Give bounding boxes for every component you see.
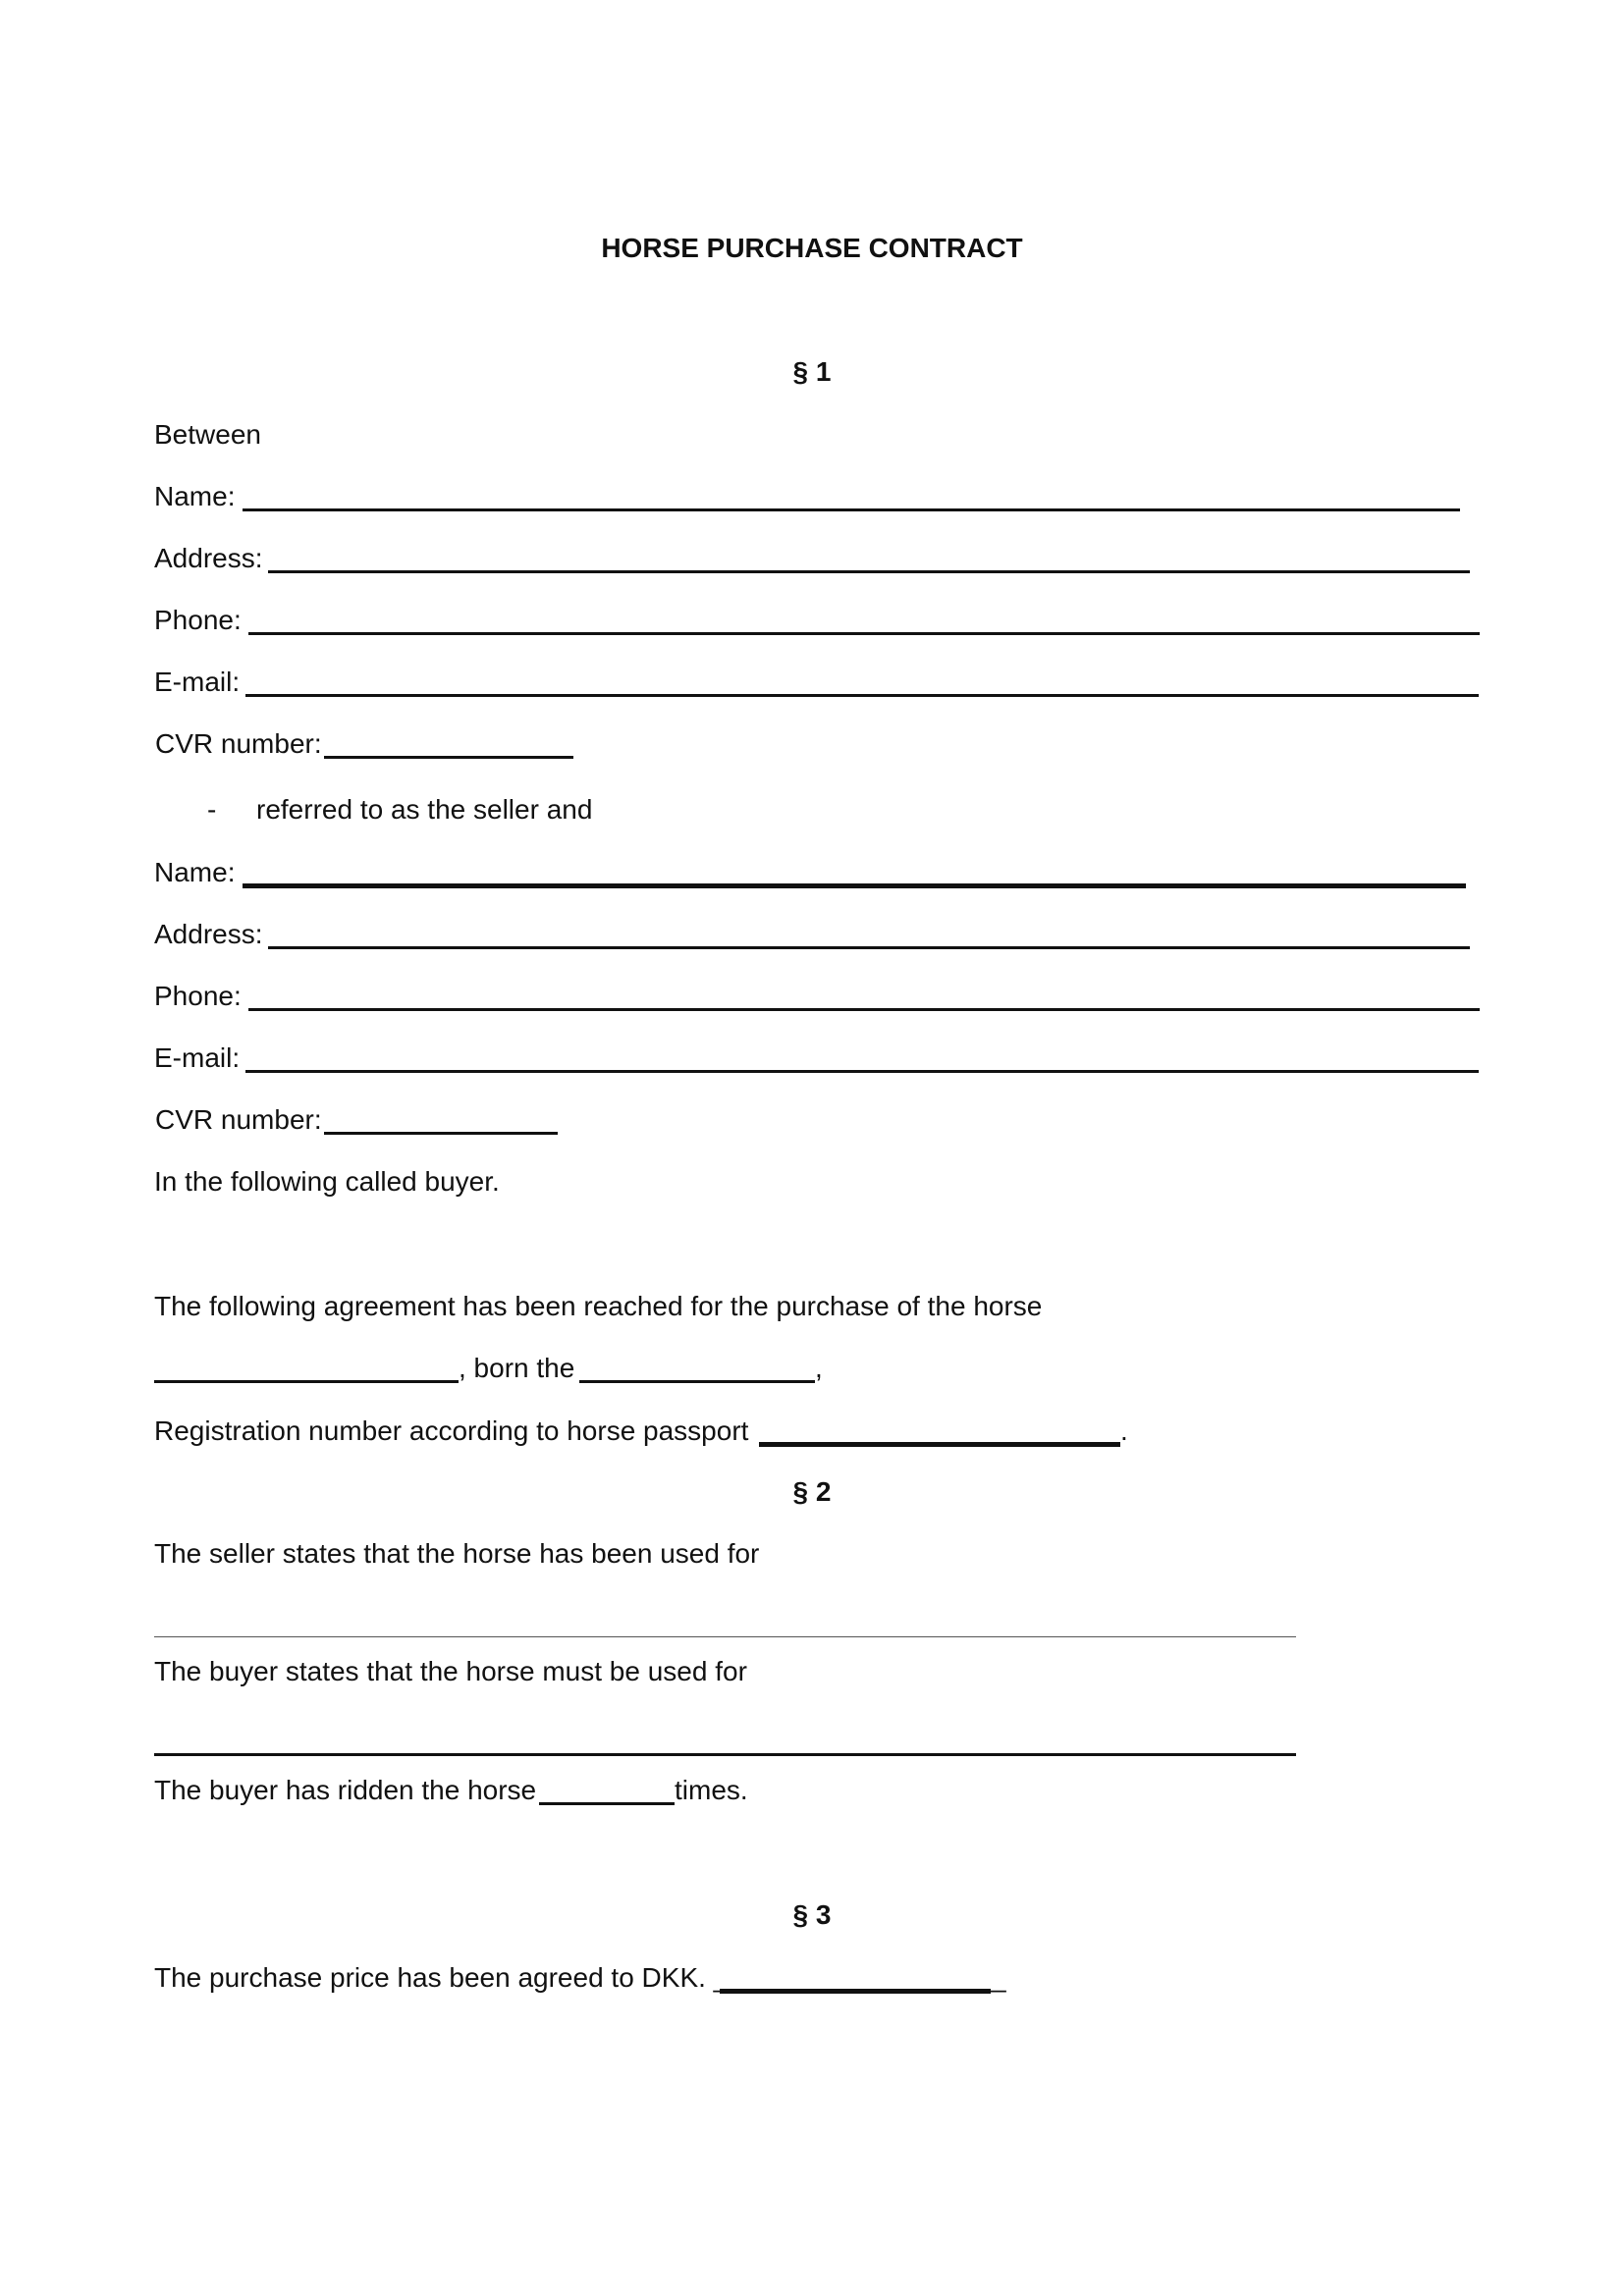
ridden-text: The buyer has ridden the horse <box>154 1775 537 1805</box>
registration-text: Registration number according to horse passport <box>154 1415 749 1446</box>
registration-number-field[interactable] <box>759 1442 1120 1447</box>
buyer-address-field[interactable] <box>268 946 1470 949</box>
registration-period: . <box>1120 1415 1128 1446</box>
price-text: The purchase price has been agreed to DKK. _ <box>154 1962 730 1993</box>
seller-name-field[interactable] <box>243 508 1460 511</box>
ridden-times-text: times. <box>675 1775 748 1805</box>
buyer-name-label: Name: <box>154 857 236 887</box>
seller-address-field[interactable] <box>268 570 1470 573</box>
price-field[interactable] <box>720 1989 991 1994</box>
buyer-states-text: The buyer states that the horse must be used for <box>154 1656 747 1686</box>
seller-phone-field[interactable] <box>248 632 1480 635</box>
buyer-use-field[interactable] <box>154 1753 1296 1756</box>
seller-email-field[interactable] <box>245 694 1479 697</box>
born-date-field[interactable] <box>579 1380 815 1383</box>
buyer-name-field[interactable] <box>243 883 1466 888</box>
section-3-heading: § 3 <box>792 1899 832 1930</box>
buyer-ref-text: In the following called buyer. <box>154 1166 500 1197</box>
seller-ref-dash: - <box>207 794 217 825</box>
buyer-email-field[interactable] <box>245 1070 1479 1073</box>
buyer-email-label: E-mail: <box>154 1042 241 1073</box>
buyer-phone-field[interactable] <box>248 1008 1480 1011</box>
buyer-address-label: Address: <box>154 919 263 949</box>
seller-cvr-field[interactable] <box>324 756 573 759</box>
between-text: Between <box>154 419 261 450</box>
document-title: HORSE PURCHASE CONTRACT <box>601 233 1023 263</box>
horse-name-field[interactable] <box>154 1380 459 1383</box>
price-end: _ <box>991 1962 1006 1993</box>
section-2-heading: § 2 <box>792 1476 832 1507</box>
seller-phone-label: Phone: <box>154 605 242 635</box>
seller-cvr-label: CVR number: <box>155 728 322 759</box>
seller-ref-text: referred to as the seller and <box>256 794 593 825</box>
buyer-cvr-label: CVR number: <box>155 1104 322 1135</box>
seller-email-label: E-mail: <box>154 667 241 697</box>
seller-address-label: Address: <box>154 543 263 573</box>
agreement-text: The following agreement has been reached for the purchase of the horse <box>154 1291 1043 1321</box>
section-1-heading: § 1 <box>792 356 832 387</box>
buyer-phone-label: Phone: <box>154 981 242 1011</box>
buyer-cvr-field[interactable] <box>324 1132 558 1135</box>
ridden-times-field[interactable] <box>539 1802 675 1805</box>
seller-use-field[interactable] <box>154 1636 1296 1637</box>
born-comma: , <box>815 1353 823 1383</box>
seller-states-text: The seller states that the horse has been used for <box>154 1538 760 1569</box>
born-the-text: , born the <box>459 1353 575 1383</box>
seller-name-label: Name: <box>154 481 236 511</box>
